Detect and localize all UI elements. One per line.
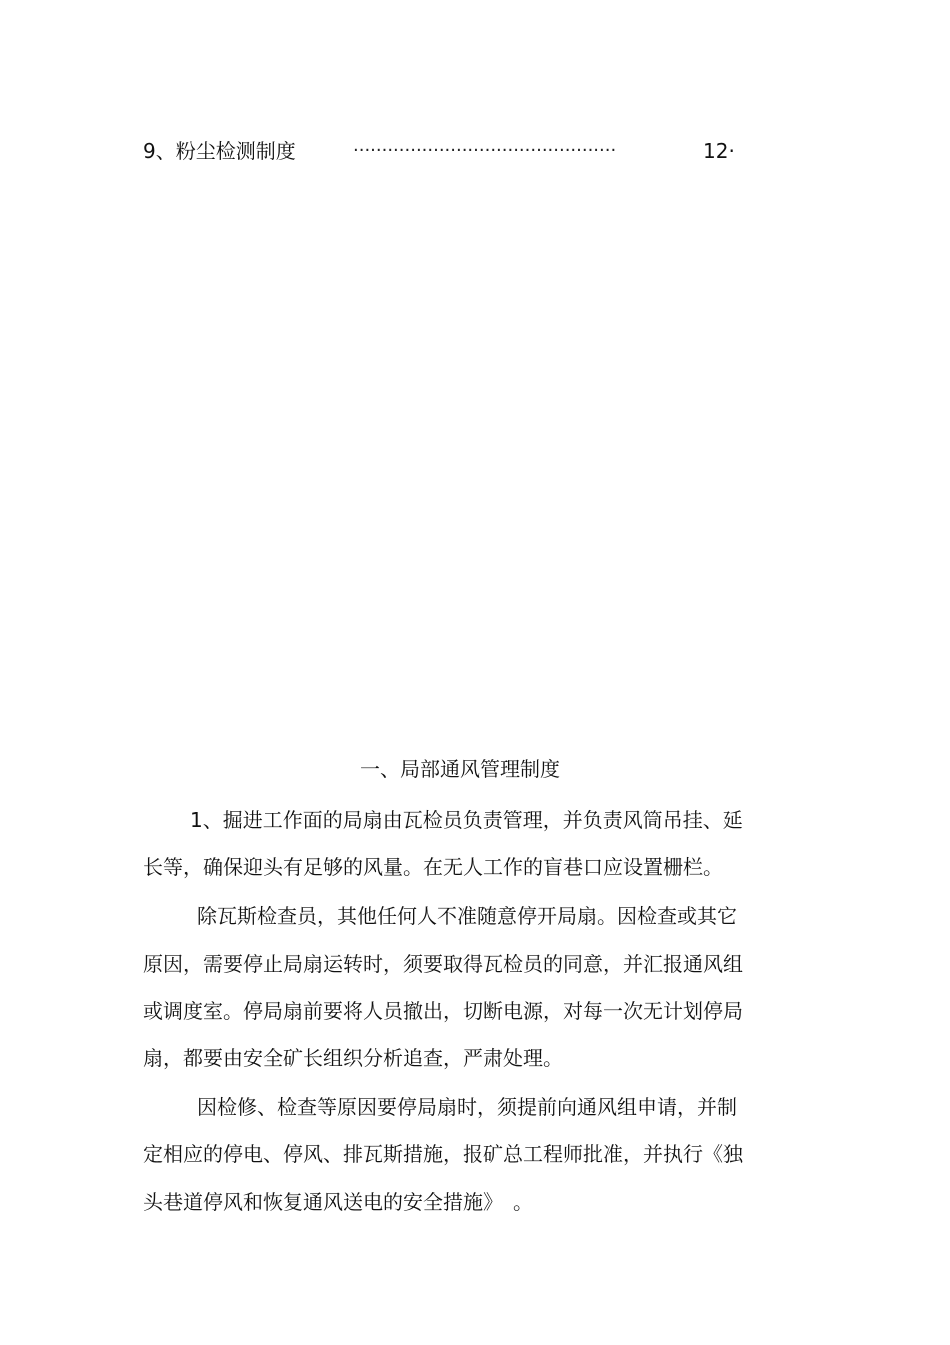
paragraph-1-line-2: 长等，确保迎头有足够的风量。在无人工作的盲巷口应设置栅栏。	[143, 855, 723, 879]
paragraph-2-line-3: 或调度室。停局扇前要将人员撤出，切断电源，对每一次无计划停局	[143, 999, 743, 1023]
paragraph-2-line-2: 原因，需要停止局扇运转时，须要取得瓦检员的同意，并汇报通风组	[143, 952, 743, 976]
paragraph-1-line-1: 1、掘进工作面的局扇由瓦检员负责管理，并负责风筒吊挂、延	[190, 808, 743, 832]
paragraph-3-line-2: 定相应的停电、停风、排瓦斯措施，报矿总工程师批准，并执行《独	[143, 1142, 743, 1166]
toc-entry	[143, 136, 743, 166]
paragraph-3-line-1: 因检修、检查等原因要停局扇时，须提前向通风组申请，并制	[197, 1095, 737, 1119]
paragraph-2-line-1: 除瓦斯检查员，其他任何人不准随意停开局扇。因检查或其它	[197, 904, 737, 928]
toc-entry-label: 9、粉尘检测制度	[143, 139, 296, 163]
toc-dot-leader: ··············································	[353, 140, 617, 161]
toc-page-number: 12·	[703, 139, 735, 163]
paragraph-2-line-4: 扇，都要由安全矿长组织分析追查，严肃处理。	[143, 1046, 563, 1070]
section-title: 一、局部通风管理制度	[360, 757, 560, 781]
paragraph-3-line-3: 头巷道停风和恢复通风送电的安全措施》 。	[143, 1190, 533, 1214]
